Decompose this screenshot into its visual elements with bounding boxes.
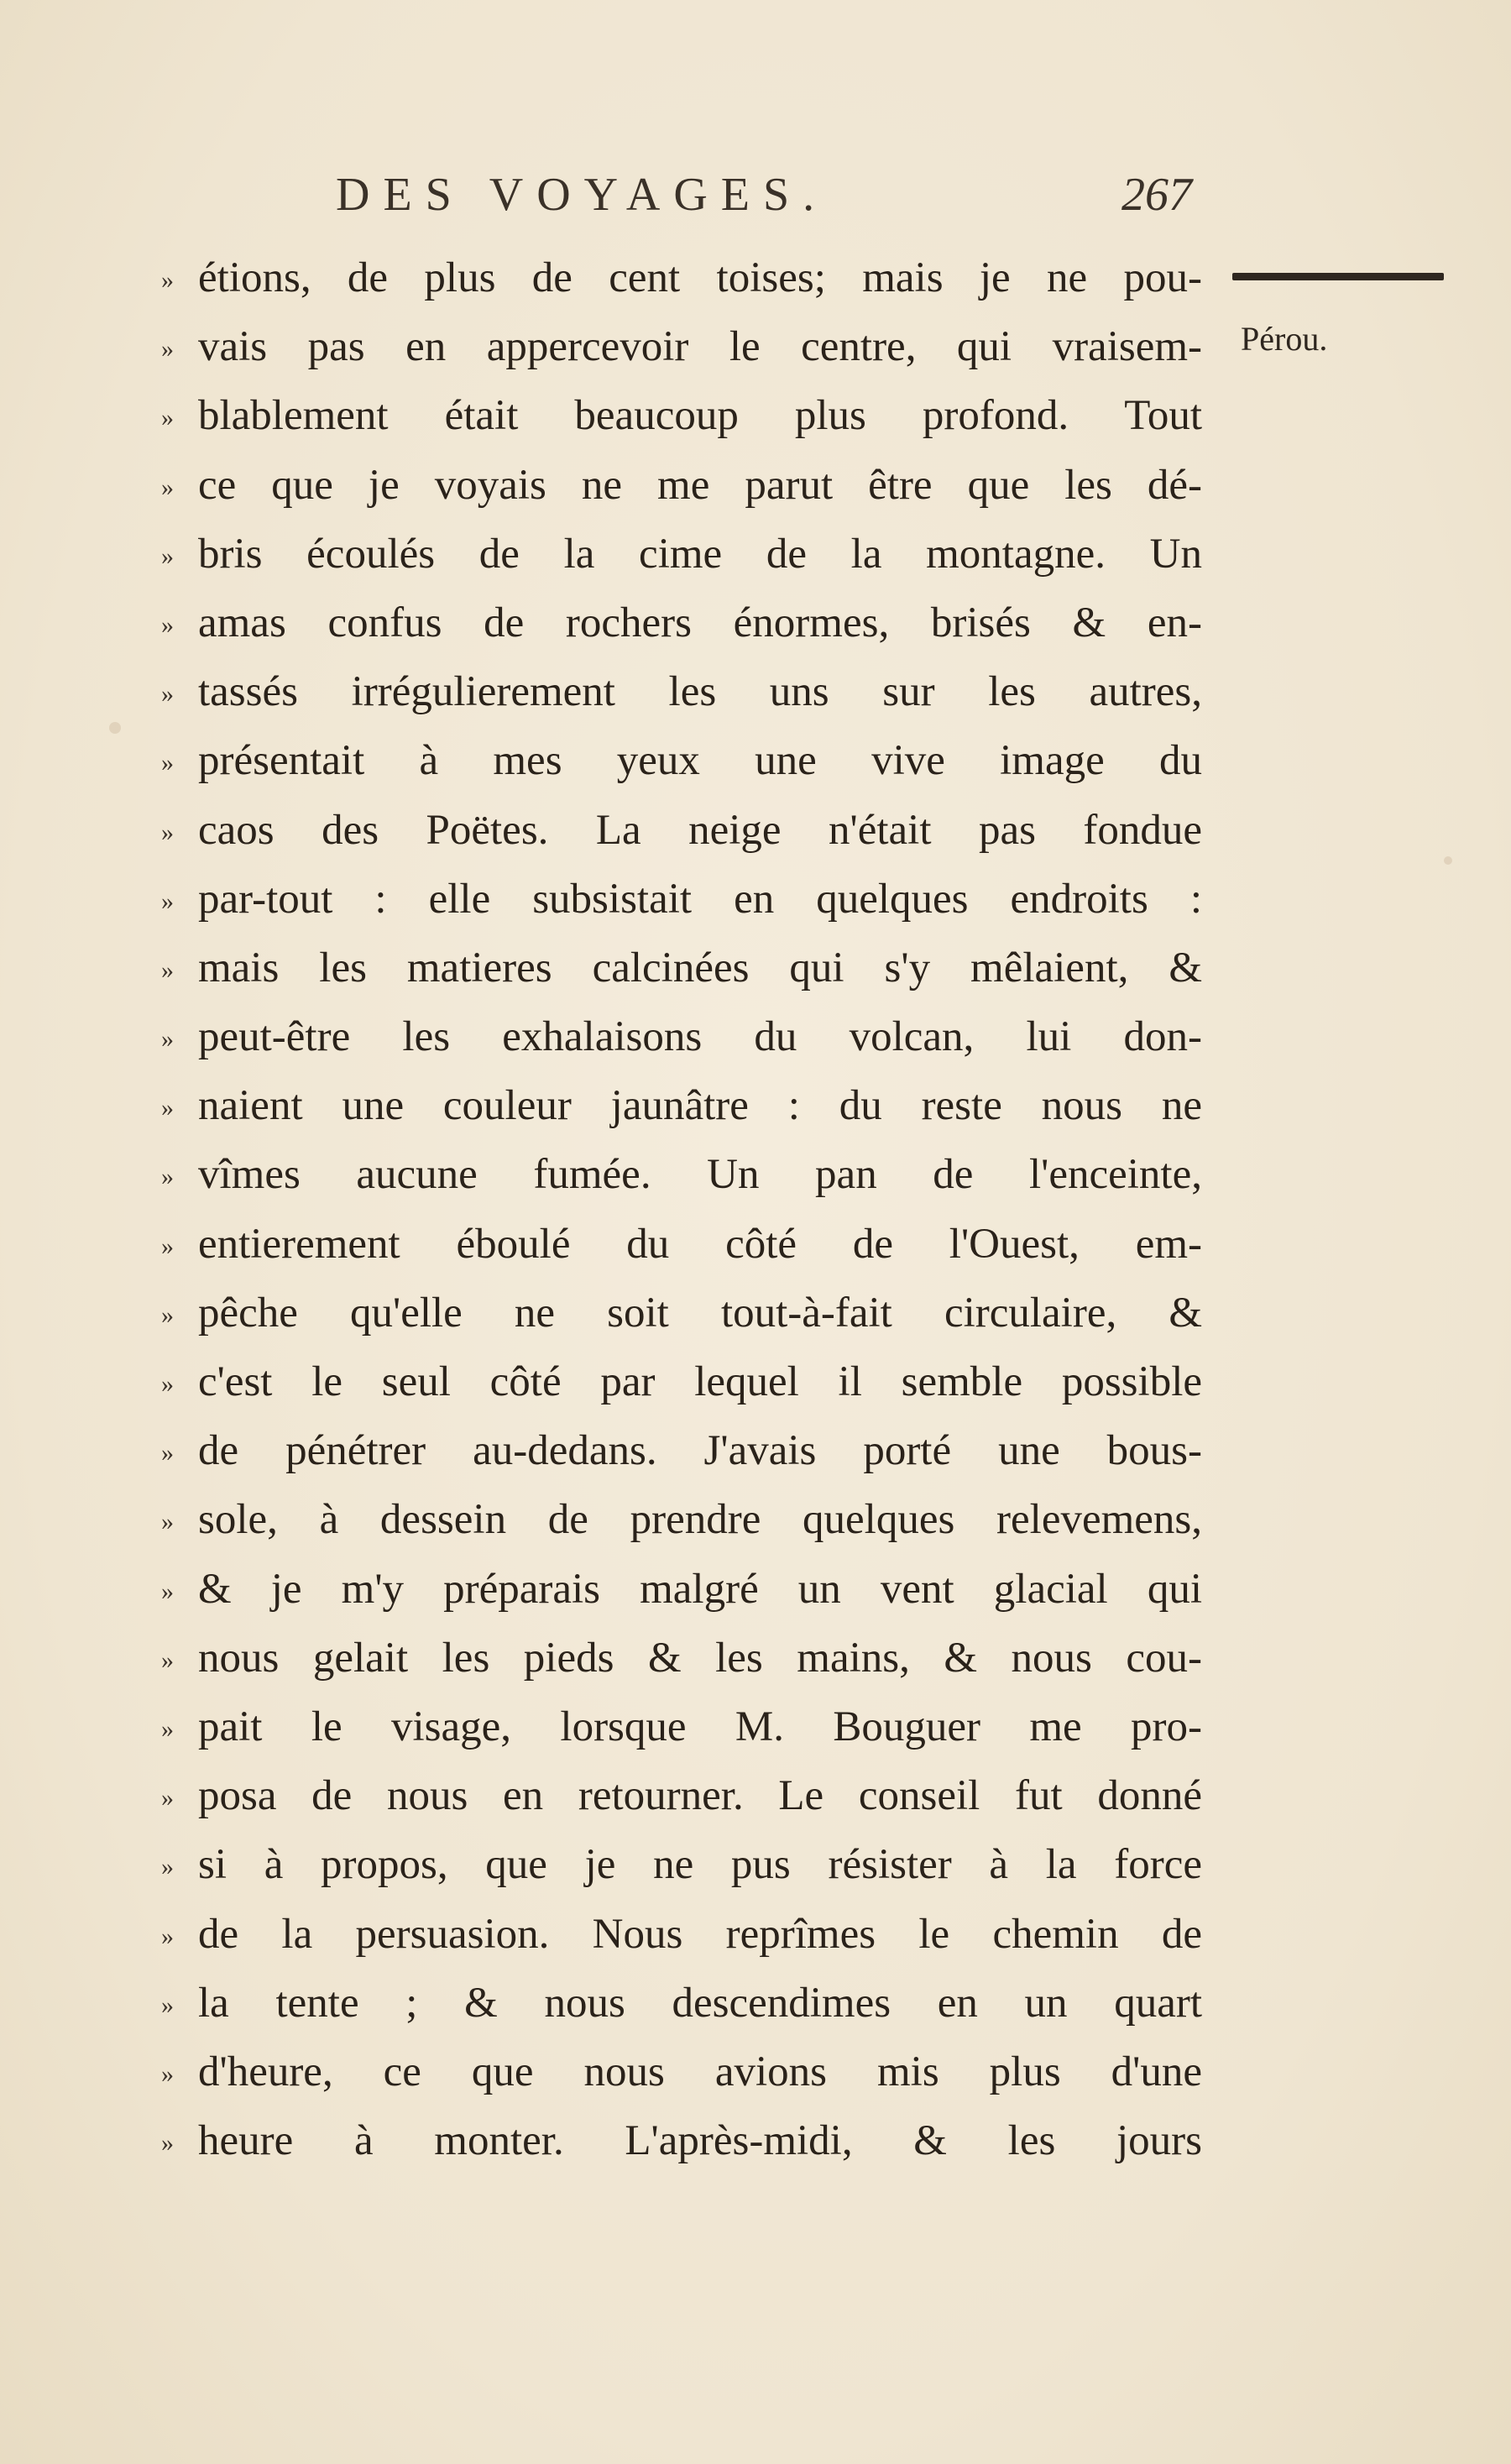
line-text: étions, de plus de cent toises; mais je ne pou- <box>198 254 1202 301</box>
line-text: entierement éboulé du côté de l'Ouest, em- <box>198 1220 1202 1268</box>
text-line <box>161 1761 1202 1830</box>
paper-stain <box>1444 856 1452 865</box>
margin-rule <box>1232 273 1444 280</box>
quote-mark: » <box>161 335 174 364</box>
line-text: caos des Poëtes. La neige n'était pas fondue <box>198 806 1202 854</box>
quote-mark: » <box>161 541 174 570</box>
line-text: présentait à mes yeux une vive image du <box>198 737 1202 785</box>
margin-note: Pérou. <box>1241 320 1328 358</box>
line-text: tassés irrégulierement les uns sur les autres, <box>198 668 1202 716</box>
quote-mark: » <box>161 1300 174 1329</box>
text-line <box>161 1347 1202 1416</box>
paper-stain <box>109 722 121 734</box>
quote-mark: » <box>161 1714 174 1743</box>
quote-mark: » <box>161 1025 174 1054</box>
quote-mark: » <box>161 1094 174 1122</box>
text-line <box>161 520 1202 589</box>
text-line <box>161 1279 1202 1347</box>
running-title: DES VOYAGES. <box>336 169 829 221</box>
line-text: pêche qu'elle ne soit tout-à-fait circulaire, & <box>198 1289 1202 1337</box>
quote-mark: » <box>161 473 174 501</box>
line-text: d'heure, ce que nous avions mis plus d'une <box>198 2048 1202 2095</box>
line-text: peut-être les exhalaisons du volcan, lui don- <box>198 1013 1202 1061</box>
quote-mark: » <box>161 1232 174 1260</box>
page-header <box>336 168 1192 227</box>
quote-mark: » <box>161 1991 174 2019</box>
body-text <box>161 243 1202 2175</box>
quote-mark: » <box>161 1922 174 1950</box>
line-text: de la persuasion. Nous reprîmes le chemin de <box>198 1910 1202 1958</box>
line-text: & je m'y préparais malgré un vent glacial qui <box>198 1565 1202 1613</box>
line-text: blablement était beaucoup plus profond. Tout <box>198 392 1202 440</box>
quote-mark: » <box>161 266 174 294</box>
text-line <box>161 934 1202 1002</box>
text-line <box>161 1002 1202 1071</box>
line-text: nous gelait les pieds & les mains, & nous cou- <box>198 1634 1202 1682</box>
quote-mark: » <box>161 2059 174 2088</box>
text-line <box>161 381 1202 450</box>
line-text: sole, à dessein de prendre quelques relevemens, <box>198 1496 1202 1544</box>
line-text: vais pas en appercevoir le centre, qui vraisem- <box>198 323 1202 371</box>
text-line <box>161 589 1202 657</box>
quote-mark: » <box>161 1508 174 1536</box>
text-line <box>161 657 1202 726</box>
text-line <box>161 451 1202 520</box>
text-line <box>161 796 1202 865</box>
line-text: bris écoulés de la cime de la montagne. Un <box>198 530 1202 578</box>
text-line <box>161 1140 1202 1209</box>
quote-mark: » <box>161 818 174 846</box>
text-line <box>161 1969 1202 2038</box>
text-line <box>161 1416 1202 1485</box>
text-line <box>161 1900 1202 1969</box>
line-text: heure à monter. L'après-midi, & les jours <box>198 2117 1202 2165</box>
quote-mark: » <box>161 1370 174 1398</box>
text-line <box>161 243 1202 312</box>
text-line <box>161 1555 1202 1624</box>
text-line <box>161 1830 1202 1899</box>
quote-mark: » <box>161 955 174 984</box>
page-number: 267 <box>1121 169 1192 221</box>
quote-mark: » <box>161 2129 174 2158</box>
line-text: ce que je voyais ne me parut être que les dé- <box>198 461 1202 509</box>
quote-mark: » <box>161 1853 174 1881</box>
quote-mark: » <box>161 1163 174 1191</box>
quote-mark: » <box>161 1645 174 1674</box>
quote-mark: » <box>161 887 174 915</box>
line-text: naient une couleur jaunâtre : du reste nous ne <box>198 1082 1202 1130</box>
line-text: si à propos, que je ne pus résister à la force <box>198 1841 1202 1889</box>
text-line <box>161 2106 1202 2175</box>
line-text: mais les matieres calcinées qui s'y mêlaient, & <box>198 944 1202 991</box>
text-line <box>161 1210 1202 1279</box>
line-text: par-tout : elle subsistait en quelques endroits : <box>198 875 1202 923</box>
text-line <box>161 1624 1202 1692</box>
line-text: vîmes aucune fumée. Un pan de l'enceinte, <box>198 1151 1202 1199</box>
line-text: amas confus de rochers énormes, brisés & en- <box>198 599 1202 646</box>
text-line <box>161 865 1202 934</box>
line-text: c'est le seul côté par lequel il semble possible <box>198 1358 1202 1405</box>
text-line <box>161 1692 1202 1761</box>
quote-mark: » <box>161 1439 174 1467</box>
quote-mark: » <box>161 404 174 432</box>
quote-mark: » <box>161 610 174 639</box>
quote-mark: » <box>161 1784 174 1813</box>
text-line <box>161 1485 1202 1554</box>
quote-mark: » <box>161 1577 174 1605</box>
quote-mark: » <box>161 680 174 709</box>
line-text: la tente ; & nous descendimes en un quart <box>198 1979 1202 2027</box>
text-line <box>161 312 1202 381</box>
line-text: posa de nous en retourner. Le conseil fut donné <box>198 1772 1202 1820</box>
line-text: pait le visage, lorsque M. Bouguer me pro- <box>198 1703 1202 1750</box>
text-line <box>161 726 1202 795</box>
text-line <box>161 2038 1202 2106</box>
quote-mark: » <box>161 749 174 777</box>
text-line <box>161 1071 1202 1140</box>
line-text: de pénétrer au-dedans. J'avais porté une bous- <box>198 1427 1202 1475</box>
